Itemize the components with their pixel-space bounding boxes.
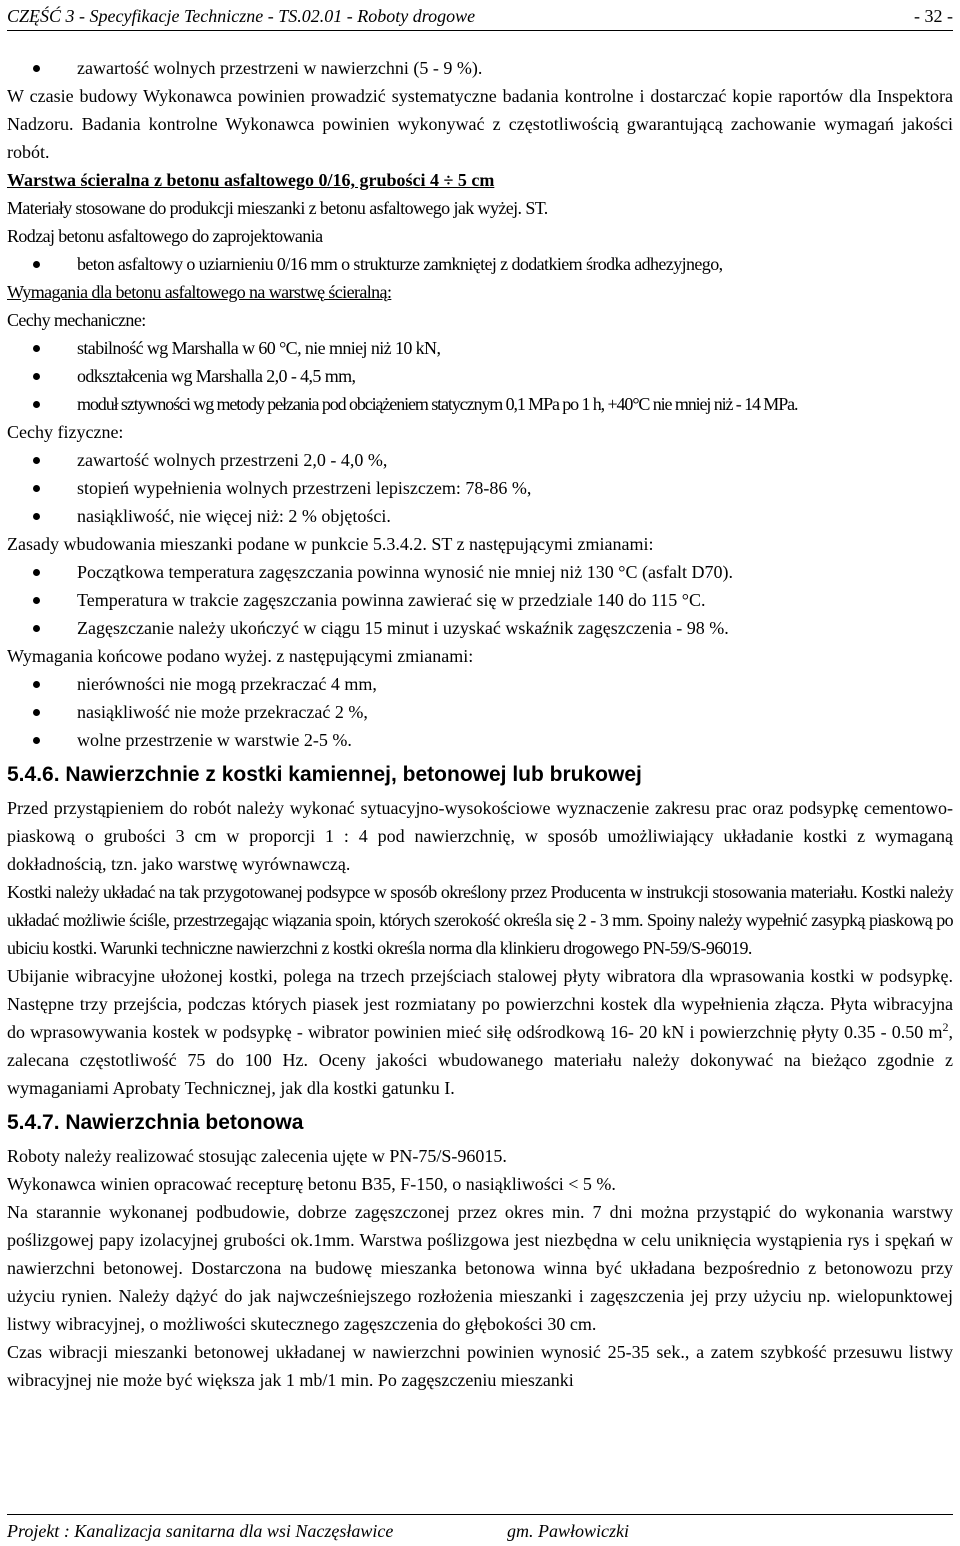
paragraph: Wykonawca winien opracować recepturę betonu B35, F-150, o nasiąkliwości < 5 %. [7, 1174, 616, 1194]
list-item: Początkowa temperatura zagęszczania powinna wynosić nie mniej niż 130 °C (asfalt D70). [7, 558, 953, 586]
label: Cechy mechaniczne: [7, 310, 146, 330]
list-item: nasiąkliwość, nie więcej niż: 2 % objętości. [7, 502, 953, 530]
bullet-icon [33, 737, 40, 744]
list-item: wolne przestrzenie w warstwie 2-5 %. [7, 726, 953, 754]
bullet-icon [33, 65, 40, 72]
subheading: Wymagania dla betonu asfaltowego na warstwę ścieralną: [7, 282, 392, 302]
paragraph: Przed przystąpieniem do robót należy wykonać sytuacyjno-wysokościowe wyznaczenie zakresu prac oraz podsypkę cementowo-piaskową o grubości 3 cm w proporcji 1 : 4 pod nawierzchnię, w sposób umożliwiający układanie kostki z wymaganą dokładnością, tzn. jako warstwę wyrównawczą. [7, 798, 953, 874]
list-item: moduł sztywności wg metody pełzania pod obciążeniem statycznym 0,1 MPa po 1 h, +40°C nie mniej niż - 14 MPa. [7, 390, 953, 418]
paragraph: Zasady wbudowania mieszanki podane w punkcie 5.3.4.2. ST z następującymi zmianami: [7, 534, 654, 554]
footer-gmina: gm. Pawłowiczki [507, 1521, 629, 1541]
paragraph: Rodzaj betonu asfaltowego do zaprojektowania [7, 226, 323, 246]
section-heading-5-4-7: 5.4.7. Nawierzchnia betonowa [7, 1111, 304, 1134]
superscript: 2 [942, 1020, 949, 1034]
bullet-icon [33, 345, 40, 352]
list-item: odkształcenia wg Marshalla 2,0 - 4,5 mm, [7, 362, 953, 390]
paragraph: W czasie budowy Wykonawca powinien prowadzić systematyczne badania kontrolne i dostarczać kopie raportów dla Inspektora Nadzoru. Badania kontrolne Wykonawca powinien wykonywać z częstotliwością gwarantującą zachowanie wymagań jakości robót. [7, 86, 953, 162]
bullet-icon [33, 457, 40, 464]
page-header [7, 4, 953, 31]
bullet-icon [33, 261, 40, 268]
paragraph: Roboty należy realizować stosując zalecenia ujęte w PN-75/S-96015. [7, 1146, 507, 1166]
list-item: stabilność wg Marshalla w 60 °C, nie mniej niż 10 kN, [7, 334, 953, 362]
section-heading-5-4-6: 5.4.6. Nawierzchnie z kostki kamiennej, betonowej lub brukowej [7, 763, 642, 786]
page-footer [7, 1514, 953, 1543]
paragraph: Materiały stosowane do produkcji mieszanki z betonu asfaltowego jak wyżej. ST. [7, 198, 548, 218]
list-item: Temperatura w trakcie zagęszczania powinna zawierać się w przedziale 140 do 115 °C. [7, 586, 953, 614]
bullet-icon [33, 681, 40, 688]
header-title: CZĘŚĆ 3 - Specyfikacje Techniczne - TS.02.01 - Roboty drogowe [7, 6, 476, 26]
list-item: Zagęszczanie należy ukończyć w ciągu 15 minut i uzyskać wskaźnik zagęszczenia - 98 %. [7, 614, 953, 642]
document-body [7, 54, 953, 1394]
bullet-icon [33, 597, 40, 604]
bullet-icon [33, 373, 40, 380]
page-number: - 32 - [914, 6, 953, 26]
paragraph: Ubijanie wibracyjne ułożonej kostki, polega na trzech przejściach stalowej płyty wibratora dla wprasowania kostki w podsypkę. Następne trzy przejścia, podczas których piasek jest rozmiatany po powierzchni kostek dla wypełnienia złącza. Płyta wibracyjna do wprasowywania kostek w podsypkę - wibrator powinien mieć siłę odśrodkową 16- 20 kN i powierzchnię płyty 0.35 - 0.50 $m^2$, zalecana częstotliwość 75 do 100 Hz. Oceny jakości wbudowanego materiału należy dokonywać na bieżąco zgodnie z wymaganiami Aprobaty Technicznej, jak dla kostki gatunku I. [7, 966, 953, 1098]
list-item: zawartość wolnych przestrzeni w nawierzchni (5 - 9 %). [7, 54, 953, 82]
bullet-icon [33, 485, 40, 492]
footer-project: Projekt : Kanalizacja sanitarna dla wsi Naczęsławice [7, 1521, 394, 1541]
list-item: beton asfaltowy o uziarnieniu 0/16 mm o strukturze zamkniętej z dodatkiem środka adhezyjnego, [7, 250, 953, 278]
paragraph: Na starannie wykonanej podbudowie, dobrze zagęszczonej przez okres min. 7 dni można przystąpić do wykonania warstwy poślizgowej papy izolacyjnej grubości ok.1mm. Warstwa poślizgowa jest niezbędna w celu uniknięcia wystąpienia rys i spękań w nawierzchni betonowej. Dostarczona na budowę mieszanka betonowa winna być układana bezpośrednio z betonowozu przy użyciu rynien. Należy dążyć do jak najwcześniejszego rozłożenia mieszanki i zagęszczenia jej przy użyciu np. wielopunktowej listwy wibracyjnej, o możliwości skutecznego zagęszczenia do głębokości 30 cm. [7, 1202, 953, 1334]
paragraph: Czas wibracji mieszanki betonowej układanej w nawierzchni powinien wynosić 25-35 sek., a zatem szybkość przesuwu listwy wibracyjnej nie może być większa jak 1 mb/1 min. Po zagęszczeniu mieszanki [7, 1342, 953, 1390]
bullet-icon [33, 401, 40, 408]
list-item: nierówności nie mogą przekraczać 4 mm, [7, 670, 953, 698]
paragraph: Wymagania końcowe podano wyżej. z następującymi zmianami: [7, 646, 474, 666]
bullet-icon [33, 569, 40, 576]
list-item: stopień wypełnienia wolnych przestrzeni lepiszczem: 78-86 %, [7, 474, 953, 502]
list-item: nasiąkliwość nie może przekraczać 2 %, [7, 698, 953, 726]
list-item: zawartość wolnych przestrzeni 2,0 - 4,0 %, [7, 446, 953, 474]
bullet-icon [33, 709, 40, 716]
section-heading: Warstwa ścieralna z betonu asfaltowego 0/16, grubości 4 ÷ 5 cm [7, 170, 495, 190]
paragraph: Kostki należy układać na tak przygotowanej podsypce w sposób określony przez Producenta w instrukcji stosowania materiału. Kostki należy układać możliwie ściśle, przestrzegając wiązania spoin, których szerokość określa się 2 - 3 mm. Spoiny należy wypełnić zasypką piaskową po ubiciu kostki. Warunki techniczne nawierzchni z kostki określa norma dla klinkieru drogowego PN-59/S-96019. [7, 882, 953, 958]
bullet-icon [33, 625, 40, 632]
bullet-icon [33, 513, 40, 520]
label: Cechy fizyczne: [7, 422, 124, 442]
